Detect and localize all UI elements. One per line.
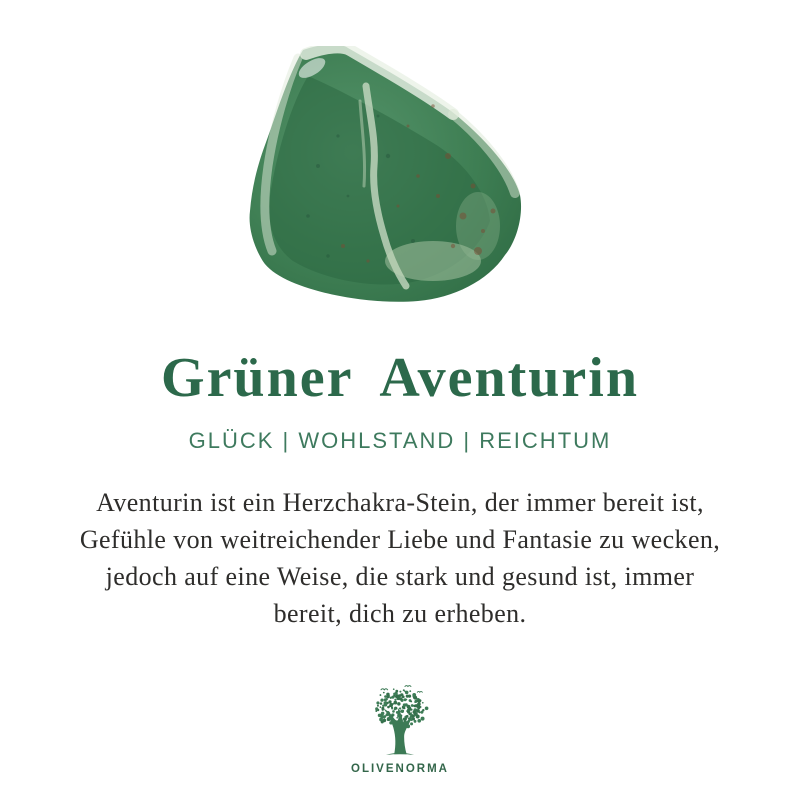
page-title: Grüner Aventurin xyxy=(161,347,639,409)
keywords-subtitle: GLÜCK | WOHLSTAND | REICHTUM xyxy=(188,428,612,453)
olive-tree-icon xyxy=(351,684,449,760)
description-line: bereit, dich zu erheben. xyxy=(273,599,527,628)
description-line: Aventurin ist ein Herzchakra-Stein, der immer bereit ist, xyxy=(96,488,704,517)
brand-name: OLIVENORMA xyxy=(351,763,449,775)
description-paragraph xyxy=(40,484,760,632)
birds-icon xyxy=(381,686,422,693)
description-line: jedoch auf eine Weise, die stark und gesund ist, immer xyxy=(105,562,695,591)
green-aventurine-stone xyxy=(248,46,523,304)
brand-logo xyxy=(0,684,800,775)
description-line: Gefühle von weitreichender Liebe und Fantasie zu wecken, xyxy=(79,525,721,554)
aventurine-stone-image xyxy=(248,46,523,306)
